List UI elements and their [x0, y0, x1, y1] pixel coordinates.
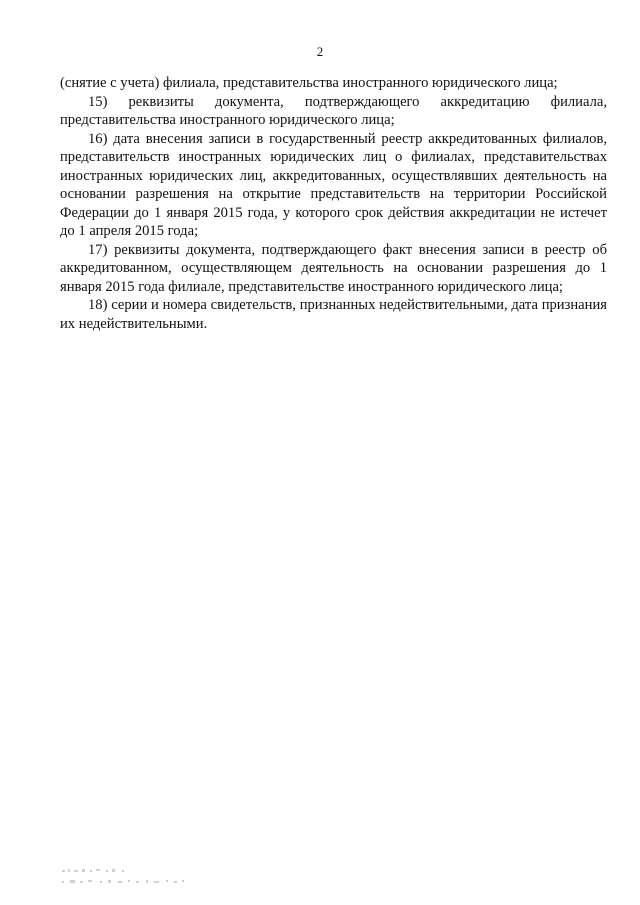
paragraph-item-16: 16) дата внесения записи в государственный реестр аккредитованных филиалов, представительств иностранных юридических лиц о филиалах, представительствах иностранных юридических лиц, аккредитованных, осуществлявших деятельность на основании разрешения на открытие представительств на территории Российской Федерации до 1 января 2015 года, у которого срок действия аккредитации не истечет до 1 апреля 2015 года; [60, 130, 607, 239]
document-body [60, 74, 607, 333]
paragraph-continuation: (снятие с учета) филиала, представительства иностранного юридического лица; [60, 75, 558, 91]
paragraph-item-18: 18) серии и номера свидетельств, признанных недействительными, дата признания их недействительными. [60, 297, 607, 332]
page-number: 2 [316, 44, 324, 59]
faint-scan-mark [62, 868, 192, 893]
scan-artifact-graphic [62, 868, 192, 890]
paragraph-item-15: 15) реквизиты документа, подтверждающего аккредитацию филиала, представительства иностранного юридического лица; [60, 93, 607, 128]
paragraph-item-17: 17) реквизиты документа, подтверждающего факт внесения записи в реестр об аккредитованном, осуществляющем деятельность на основании разрешения до 1 января 2015 года филиале, представительстве иностранного юридического лица; [60, 241, 607, 295]
